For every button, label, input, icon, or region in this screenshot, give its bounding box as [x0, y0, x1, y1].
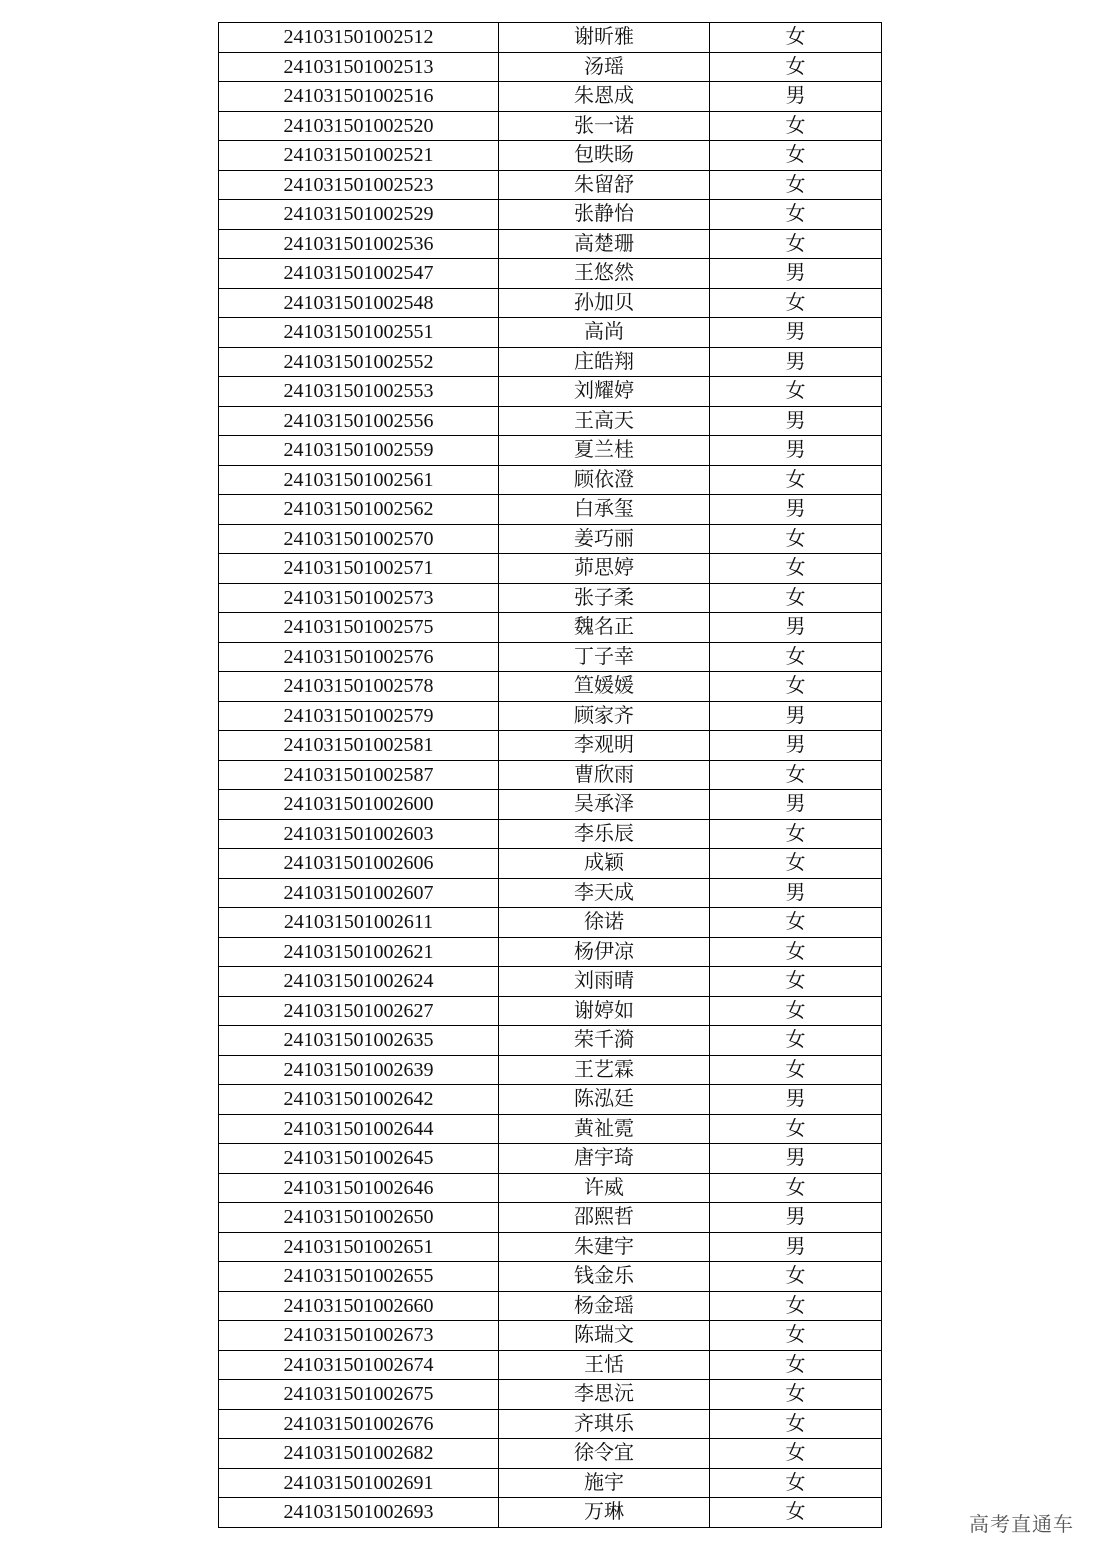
student-gender-cell: 女: [710, 1262, 882, 1292]
student-name-cell: 夏兰桂: [499, 436, 710, 466]
table-row: [219, 52, 882, 82]
student-gender-cell: 女: [710, 1055, 882, 1085]
student-gender-cell: 男: [710, 436, 882, 466]
table-row: [219, 672, 882, 702]
student-gender-cell: 女: [710, 1439, 882, 1469]
student-name-cell: 白承玺: [499, 495, 710, 525]
student-name-cell: 笪媛媛: [499, 672, 710, 702]
student-id-cell: 241031501002578: [219, 672, 499, 702]
table-row: [219, 1498, 882, 1528]
table-row: [219, 1026, 882, 1056]
table-row: [219, 318, 882, 348]
student-name-cell: 谢婷如: [499, 996, 710, 1026]
student-name-cell: 朱建宇: [499, 1232, 710, 1262]
student-id-cell: 241031501002512: [219, 23, 499, 53]
student-id-cell: 241031501002570: [219, 524, 499, 554]
student-name-cell: 顾依澄: [499, 465, 710, 495]
student-gender-cell: 女: [710, 52, 882, 82]
table-row: [219, 200, 882, 230]
student-name-cell: 曹欣雨: [499, 760, 710, 790]
student-name-cell: 邵熙哲: [499, 1203, 710, 1233]
student-gender-cell: 女: [710, 908, 882, 938]
student-gender-cell: 男: [710, 259, 882, 289]
student-id-cell: 241031501002606: [219, 849, 499, 879]
table-row: [219, 465, 882, 495]
student-name-cell: 包昳旸: [499, 141, 710, 171]
table-row: [219, 613, 882, 643]
student-roster-table: [218, 22, 882, 1528]
student-id-cell: 241031501002655: [219, 1262, 499, 1292]
student-name-cell: 魏名正: [499, 613, 710, 643]
student-name-cell: 施宇: [499, 1468, 710, 1498]
student-id-cell: 241031501002621: [219, 937, 499, 967]
student-gender-cell: 女: [710, 642, 882, 672]
student-name-cell: 许威: [499, 1173, 710, 1203]
table-row: [219, 996, 882, 1026]
student-name-cell: 刘雨晴: [499, 967, 710, 997]
table-row: [219, 1203, 882, 1233]
student-id-cell: 241031501002548: [219, 288, 499, 318]
student-name-cell: 汤瑶: [499, 52, 710, 82]
student-id-cell: 241031501002603: [219, 819, 499, 849]
table-row: [219, 1380, 882, 1410]
student-name-cell: 黄祉霓: [499, 1114, 710, 1144]
table-row: [219, 849, 882, 879]
student-id-cell: 241031501002673: [219, 1321, 499, 1351]
table-row: [219, 554, 882, 584]
student-id-cell: 241031501002611: [219, 908, 499, 938]
table-row: [219, 259, 882, 289]
table-row: [219, 760, 882, 790]
student-gender-cell: 女: [710, 1350, 882, 1380]
student-gender-cell: 男: [710, 1232, 882, 1262]
student-id-cell: 241031501002675: [219, 1380, 499, 1410]
student-name-cell: 庄皓翔: [499, 347, 710, 377]
table-row: [219, 436, 882, 466]
student-gender-cell: 女: [710, 524, 882, 554]
table-row: [219, 819, 882, 849]
table-row: [219, 111, 882, 141]
student-gender-cell: 女: [710, 1409, 882, 1439]
student-gender-cell: 女: [710, 849, 882, 879]
student-id-cell: 241031501002521: [219, 141, 499, 171]
table-row: [219, 524, 882, 554]
student-name-cell: 成颖: [499, 849, 710, 879]
student-gender-cell: 女: [710, 1498, 882, 1528]
table-row: [219, 701, 882, 731]
student-id-cell: 241031501002587: [219, 760, 499, 790]
student-gender-cell: 女: [710, 1380, 882, 1410]
student-id-cell: 241031501002562: [219, 495, 499, 525]
student-name-cell: 姜巧丽: [499, 524, 710, 554]
student-id-cell: 241031501002639: [219, 1055, 499, 1085]
student-gender-cell: 女: [710, 200, 882, 230]
student-id-cell: 241031501002520: [219, 111, 499, 141]
student-id-cell: 241031501002691: [219, 1468, 499, 1498]
student-gender-cell: 女: [710, 229, 882, 259]
student-name-cell: 杨伊凉: [499, 937, 710, 967]
student-gender-cell: 女: [710, 170, 882, 200]
student-id-cell: 241031501002627: [219, 996, 499, 1026]
student-name-cell: 朱留舒: [499, 170, 710, 200]
student-gender-cell: 女: [710, 996, 882, 1026]
table-row: [219, 377, 882, 407]
table-row: [219, 82, 882, 112]
student-id-cell: 241031501002651: [219, 1232, 499, 1262]
table-row: [219, 878, 882, 908]
student-id-cell: 241031501002516: [219, 82, 499, 112]
student-name-cell: 王高天: [499, 406, 710, 436]
student-gender-cell: 女: [710, 937, 882, 967]
student-name-cell: 茆思婷: [499, 554, 710, 584]
table-row: [219, 1085, 882, 1115]
student-gender-cell: 女: [710, 111, 882, 141]
student-name-cell: 王艺霖: [499, 1055, 710, 1085]
table-row: [219, 1232, 882, 1262]
student-gender-cell: 男: [710, 318, 882, 348]
student-name-cell: 李天成: [499, 878, 710, 908]
student-id-cell: 241031501002693: [219, 1498, 499, 1528]
student-gender-cell: 男: [710, 878, 882, 908]
student-name-cell: 陈瑞文: [499, 1321, 710, 1351]
student-gender-cell: 女: [710, 1468, 882, 1498]
student-id-cell: 241031501002650: [219, 1203, 499, 1233]
student-name-cell: 杨金瑶: [499, 1291, 710, 1321]
student-id-cell: 241031501002573: [219, 583, 499, 613]
student-id-cell: 241031501002682: [219, 1439, 499, 1469]
student-gender-cell: 女: [710, 1291, 882, 1321]
student-id-cell: 241031501002553: [219, 377, 499, 407]
student-name-cell: 丁子幸: [499, 642, 710, 672]
student-id-cell: 241031501002646: [219, 1173, 499, 1203]
table-row: [219, 406, 882, 436]
table-row: [219, 967, 882, 997]
student-gender-cell: 女: [710, 760, 882, 790]
student-gender-cell: 女: [710, 465, 882, 495]
student-gender-cell: 男: [710, 1203, 882, 1233]
student-gender-cell: 男: [710, 790, 882, 820]
table-row: [219, 1144, 882, 1174]
student-id-cell: 241031501002645: [219, 1144, 499, 1174]
student-id-cell: 241031501002676: [219, 1409, 499, 1439]
student-gender-cell: 男: [710, 701, 882, 731]
table-row: [219, 908, 882, 938]
student-name-cell: 张一诺: [499, 111, 710, 141]
student-gender-cell: 男: [710, 1144, 882, 1174]
student-id-cell: 241031501002660: [219, 1291, 499, 1321]
student-name-cell: 张子柔: [499, 583, 710, 613]
student-gender-cell: 男: [710, 731, 882, 761]
student-name-cell: 齐琪乐: [499, 1409, 710, 1439]
student-id-cell: 241031501002561: [219, 465, 499, 495]
table-row: [219, 23, 882, 53]
roster-body: [219, 23, 882, 1528]
student-id-cell: 241031501002559: [219, 436, 499, 466]
student-gender-cell: 女: [710, 819, 882, 849]
student-gender-cell: 女: [710, 288, 882, 318]
student-gender-cell: 女: [710, 1026, 882, 1056]
student-name-cell: 徐令宜: [499, 1439, 710, 1469]
student-gender-cell: 女: [710, 672, 882, 702]
student-gender-cell: 女: [710, 967, 882, 997]
student-id-cell: 241031501002547: [219, 259, 499, 289]
table-row: [219, 495, 882, 525]
student-id-cell: 241031501002536: [219, 229, 499, 259]
table-row: [219, 1114, 882, 1144]
student-id-cell: 241031501002571: [219, 554, 499, 584]
table-row: [219, 1350, 882, 1380]
table-row: [219, 1173, 882, 1203]
table-row: [219, 1321, 882, 1351]
student-gender-cell: 男: [710, 347, 882, 377]
student-gender-cell: 男: [710, 495, 882, 525]
student-name-cell: 谢昕雅: [499, 23, 710, 53]
student-id-cell: 241031501002579: [219, 701, 499, 731]
student-name-cell: 顾家齐: [499, 701, 710, 731]
table-row: [219, 1439, 882, 1469]
student-id-cell: 241031501002552: [219, 347, 499, 377]
student-gender-cell: 女: [710, 377, 882, 407]
table-row: [219, 170, 882, 200]
student-gender-cell: 男: [710, 613, 882, 643]
student-name-cell: 荣千漪: [499, 1026, 710, 1056]
table-row: [219, 642, 882, 672]
student-name-cell: 钱金乐: [499, 1262, 710, 1292]
student-gender-cell: 女: [710, 141, 882, 171]
student-id-cell: 241031501002529: [219, 200, 499, 230]
student-id-cell: 241031501002624: [219, 967, 499, 997]
table-row: [219, 347, 882, 377]
student-name-cell: 王悠然: [499, 259, 710, 289]
student-id-cell: 241031501002642: [219, 1085, 499, 1115]
student-id-cell: 241031501002674: [219, 1350, 499, 1380]
student-gender-cell: 女: [710, 1114, 882, 1144]
student-id-cell: 241031501002600: [219, 790, 499, 820]
student-name-cell: 李观明: [499, 731, 710, 761]
student-gender-cell: 男: [710, 82, 882, 112]
student-name-cell: 孙加贝: [499, 288, 710, 318]
student-name-cell: 高楚珊: [499, 229, 710, 259]
table-row: [219, 141, 882, 171]
student-name-cell: 徐诺: [499, 908, 710, 938]
student-name-cell: 张静怡: [499, 200, 710, 230]
student-gender-cell: 女: [710, 1321, 882, 1351]
table-row: [219, 1291, 882, 1321]
table-row: [219, 1055, 882, 1085]
student-name-cell: 刘耀婷: [499, 377, 710, 407]
student-name-cell: 李思沅: [499, 1380, 710, 1410]
table-row: [219, 1262, 882, 1292]
student-name-cell: 王恬: [499, 1350, 710, 1380]
table-row: [219, 229, 882, 259]
student-gender-cell: 女: [710, 583, 882, 613]
table-row: [219, 731, 882, 761]
table-row: [219, 1409, 882, 1439]
student-id-cell: 241031501002551: [219, 318, 499, 348]
student-id-cell: 241031501002523: [219, 170, 499, 200]
student-id-cell: 241031501002513: [219, 52, 499, 82]
student-id-cell: 241031501002635: [219, 1026, 499, 1056]
student-name-cell: 吴承泽: [499, 790, 710, 820]
student-id-cell: 241031501002576: [219, 642, 499, 672]
student-id-cell: 241031501002581: [219, 731, 499, 761]
table-row: [219, 790, 882, 820]
student-name-cell: 万琳: [499, 1498, 710, 1528]
student-name-cell: 李乐辰: [499, 819, 710, 849]
student-gender-cell: 女: [710, 23, 882, 53]
student-id-cell: 241031501002556: [219, 406, 499, 436]
table-row: [219, 1468, 882, 1498]
table-row: [219, 937, 882, 967]
student-name-cell: 高尚: [499, 318, 710, 348]
student-gender-cell: 女: [710, 554, 882, 584]
student-gender-cell: 女: [710, 1173, 882, 1203]
table-row: [219, 583, 882, 613]
student-id-cell: 241031501002644: [219, 1114, 499, 1144]
student-id-cell: 241031501002575: [219, 613, 499, 643]
student-name-cell: 唐宇琦: [499, 1144, 710, 1174]
student-id-cell: 241031501002607: [219, 878, 499, 908]
student-name-cell: 陈泓廷: [499, 1085, 710, 1115]
watermark-text: 高考直通车: [969, 1512, 1074, 1536]
table-row: [219, 288, 882, 318]
student-gender-cell: 男: [710, 406, 882, 436]
student-gender-cell: 男: [710, 1085, 882, 1115]
student-name-cell: 朱恩成: [499, 82, 710, 112]
